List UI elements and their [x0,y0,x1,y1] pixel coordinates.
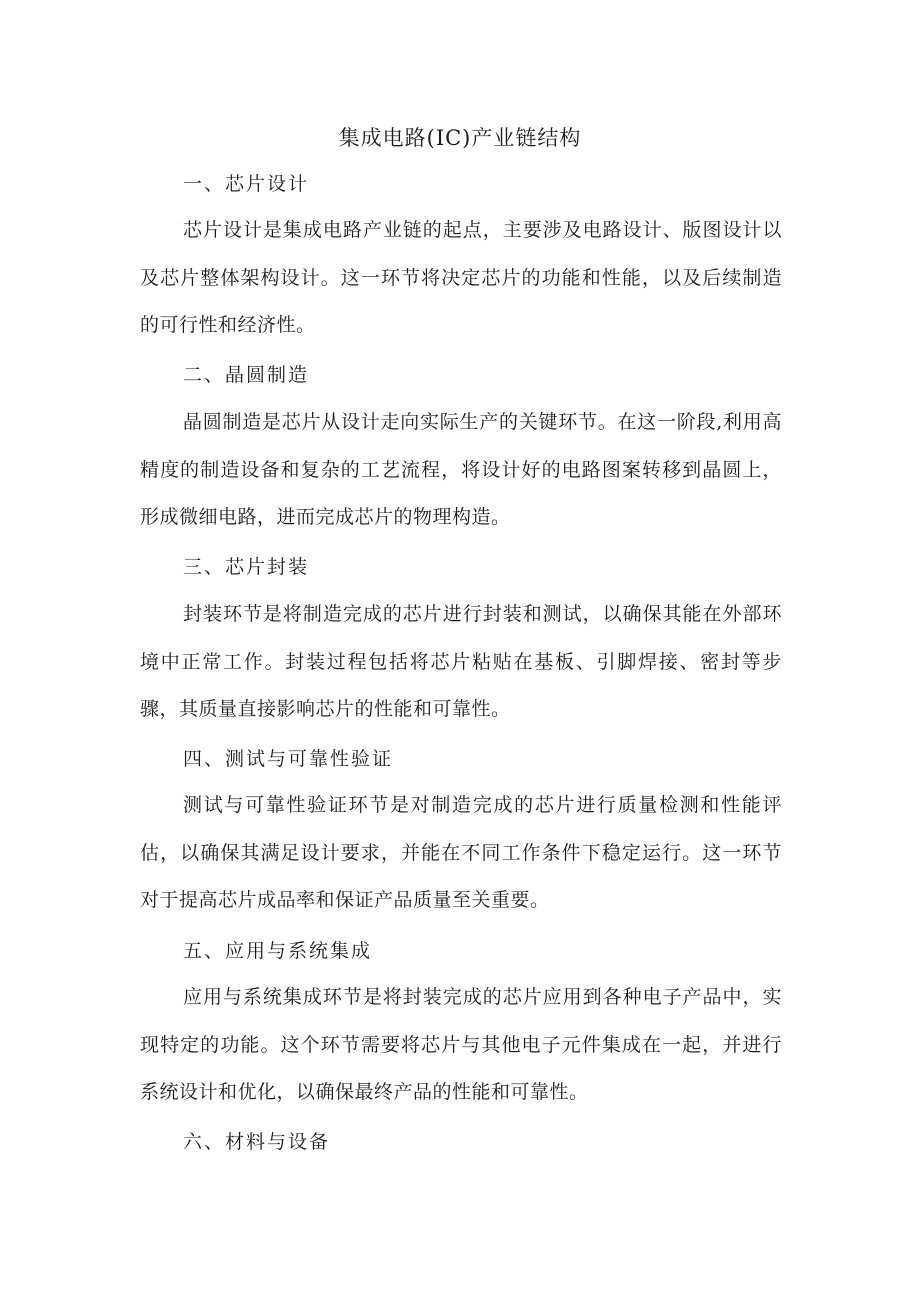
section-heading-materials: 六、材料与设备 [183,1131,331,1153]
section-heading-wafer-fab: 二、晶圆制造 [183,364,310,386]
section-heading-chip-design: 一、芯片设计 [183,173,310,195]
paragraph: 应用与系统集成环节是将封装完成的芯片应用到各种电子产品中，实现特定的功能。这个环节需要将芯片与其他电子元件集成在一起，并进行系统设计和优化，以确保最终产品的性能和可靠性。 [140,986,782,1103]
section-heading-testing: 四、测试与可靠性验证 [183,748,394,770]
section-heading-packaging: 三、芯片封装 [183,556,310,578]
paragraph: 封装环节是将制造完成的芯片进行封装和测试，以确保其能在外部环境中正常工作。封装过程包括将芯片粘贴在基板、引脚焊接、密封等步骤，其质量直接影响芯片的性能和可靠性。 [140,603,782,720]
section-body-integration [140,974,782,1117]
section-body-chip-design [140,207,782,350]
paragraph: 测试与可靠性验证环节是对制造完成的芯片进行质量检测和性能评估，以确保其满足设计要求，并能在不同工作条件下稳定运行。这一环节对于提高芯片成品率和保证产品质量至关重要。 [140,794,782,911]
section-body-testing [140,782,782,925]
document-title: 集成电路(IC)产业链结构 [338,126,582,150]
paragraph: 芯片设计是集成电路产业链的起点，主要涉及电路设计、版图设计以及芯片整体架构设计。这一环节将决定芯片的功能和性能，以及后续制造的可行性和经济性。 [140,219,782,336]
paragraph: 晶圆制造是芯片从设计走向实际生产的关键环节。在这一阶段,利用高精度的制造设备和复杂的工艺流程，将设计好的电路图案转移到晶圆上，形成微细电路，进而完成芯片的物理构造。 [140,411,782,528]
section-body-packaging [140,591,782,734]
section-heading-integration: 五、应用与系统集成 [183,940,373,962]
section-body-wafer-fab [140,399,782,542]
